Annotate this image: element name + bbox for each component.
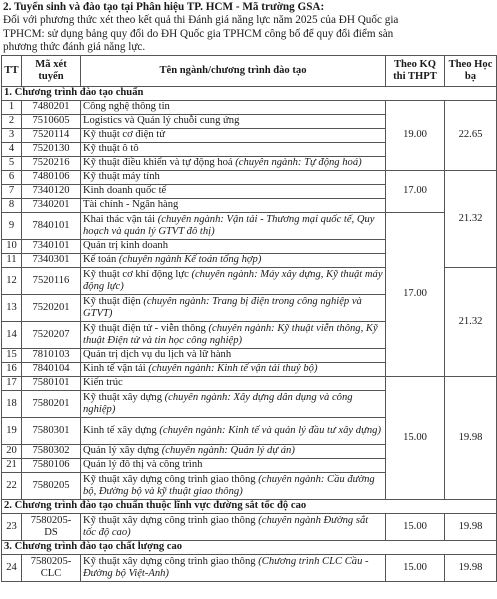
heading-line-2: TPHCM: sử dụng bảng quy đổi do ĐH Quốc gia TPHCM công bố để quy đổi điểm sàn [3, 27, 394, 40]
program-name: Kỹ thuật điều khiển và tự động hoá [83, 157, 236, 169]
section-title: 3. Chương trình đào tạo chất lượng cao [2, 541, 497, 555]
program-name: Kỹ thuật máy tính [83, 171, 160, 183]
row-name [81, 445, 386, 459]
row-name [81, 295, 386, 322]
table-row [2, 555, 497, 582]
program-name: Kỹ thuật ô tô [83, 143, 139, 155]
program-name: Quản lý xây dựng [83, 445, 162, 457]
row-tt: 15 [2, 349, 22, 363]
program-note: (chuyên ngành: Kỹ thuật viễn thông, Kỹ thuật Điện tử và tin học công nghiệp) [83, 322, 378, 346]
heading-line-3: phương thức đánh giá năng lực. [3, 41, 146, 54]
program-name: Khai thác vận tải [83, 213, 158, 225]
table-row [2, 101, 497, 115]
row-tt: 16 [2, 363, 22, 377]
col-thpt: Theo KQ thi THPT [386, 56, 445, 87]
heading-title: 2. Tuyển sinh và đào tạo tại Phân hiệu TP. HCM - Mã trường GSA: [3, 1, 325, 13]
score-hocba: 22.65 [445, 101, 497, 171]
row-code: 7520207 [22, 322, 81, 349]
program-name: Kỹ thuật xây dựng công trình giao thông [83, 473, 259, 485]
row-name [81, 213, 386, 240]
score-thpt: 17.00 [386, 171, 445, 213]
row-tt: 10 [2, 240, 22, 254]
row-tt: 11 [2, 254, 22, 268]
program-name: Kinh doanh quốc tế [83, 185, 167, 197]
program-name: Kỹ thuật điện tử - viễn thông [83, 322, 209, 334]
row-tt: 17 [2, 377, 22, 391]
score-hocba: 21.32 [445, 268, 497, 377]
row-code: 7580205-CLC [22, 555, 81, 582]
row-tt: 2 [2, 115, 22, 129]
heading-line-1: Đối với phương thức xét theo kết quả thi Đánh giá năng lực năm 2025 của ĐH Quốc gia [3, 14, 399, 27]
row-tt: 21 [2, 459, 22, 473]
row-code: 7580301 [22, 418, 81, 445]
program-name: Kinh tế vận tải [83, 363, 149, 375]
section-title: 1. Chương trình đào tạo chuẩn [2, 87, 497, 101]
score-hocba: 19.98 [445, 514, 497, 541]
row-tt: 5 [2, 157, 22, 171]
score-hocba: 19.98 [445, 377, 497, 500]
row-name [81, 129, 386, 143]
col-tt: TT [2, 56, 22, 87]
row-code: 7340201 [22, 199, 81, 213]
col-code: Mã xét tuyển [22, 56, 81, 87]
program-note: (chuyên ngành: Cầu đường bộ, Đường bộ và kỹ thuật giao thông) [83, 473, 375, 497]
program-name: Kỹ thuật xây dựng [83, 391, 165, 403]
col-hocba: Theo Học bạ [445, 56, 497, 87]
row-code: 7340101 [22, 240, 81, 254]
row-name [81, 391, 386, 418]
program-name: Kế toán [83, 254, 119, 266]
row-tt: 19 [2, 418, 22, 445]
row-tt: 7 [2, 185, 22, 199]
row-name [81, 514, 386, 541]
section-row [2, 500, 497, 514]
row-name [81, 349, 386, 363]
score-thpt: 15.00 [386, 377, 445, 500]
row-name [81, 268, 386, 295]
row-code: 7520116 [22, 268, 81, 295]
row-name [81, 254, 386, 268]
program-name: Kỹ thuật xây dựng công trình giao thông [83, 514, 259, 526]
row-name [81, 363, 386, 377]
row-tt: 13 [2, 295, 22, 322]
program-note: (chuyên ngành: Quản lý dự án) [161, 445, 295, 457]
row-tt: 20 [2, 445, 22, 459]
row-code: 7580205-DS [22, 514, 81, 541]
program-name: Công nghệ thông tin [83, 101, 170, 113]
program-name: Tài chính - Ngân hàng [83, 199, 179, 211]
row-name [81, 322, 386, 349]
program-name: Kỹ thuật xây dựng công trình giao thông [83, 555, 259, 567]
program-note: (chuyên ngành: Vận tải - Thương mại quốc tế, Quy hoạch và quản lý GTVT đô thị) [83, 213, 375, 237]
program-note: (chuyên ngành Đường sắt tốc độ cao) [83, 514, 369, 538]
row-tt: 1 [2, 101, 22, 115]
row-code: 7520130 [22, 143, 81, 157]
row-tt: 3 [2, 129, 22, 143]
row-code: 7580205 [22, 473, 81, 500]
row-tt: 18 [2, 391, 22, 418]
program-name: Kinh tế xây dựng [83, 424, 160, 436]
row-code: 7520114 [22, 129, 81, 143]
row-name [81, 171, 386, 185]
row-code: 7580201 [22, 391, 81, 418]
program-note: (chuyên ngành: Máy xây dựng, Kỹ thuật máy động lực) [83, 268, 383, 292]
row-code: 7580106 [22, 459, 81, 473]
row-code: 7810103 [22, 349, 81, 363]
row-code: 7480201 [22, 101, 81, 115]
program-note: (Chương trình CLC Cầu - Đường bộ Việt-Anh) [83, 555, 369, 579]
program-name: Logistics và Quản lý chuỗi cung ứng [83, 115, 240, 127]
row-name [81, 473, 386, 500]
row-code: 7520216 [22, 157, 81, 171]
row-name [81, 555, 386, 582]
table-row [2, 213, 497, 240]
score-thpt: 15.00 [386, 555, 445, 582]
program-name: Kiến trúc [83, 377, 123, 389]
section-heading [3, 1, 493, 55]
row-tt: 12 [2, 268, 22, 295]
score-thpt: 19.00 [386, 101, 445, 171]
row-code: 7580101 [22, 377, 81, 391]
program-name: Kỹ thuật cơ khí động lực [83, 268, 192, 280]
row-code: 7480106 [22, 171, 81, 185]
row-tt: 14 [2, 322, 22, 349]
table-row [2, 171, 497, 185]
program-note: (chuyên ngành: Trang bị điện trong công nghiệp và GTVT) [83, 295, 362, 319]
row-name [81, 115, 386, 129]
row-name [81, 240, 386, 254]
row-name [81, 143, 386, 157]
col-name: Tên ngành/chương trình đào tạo [81, 56, 386, 87]
row-tt: 6 [2, 171, 22, 185]
admission-table [1, 55, 497, 582]
row-name [81, 459, 386, 473]
program-note: (chuyên ngành Kế toán tổng hợp) [118, 254, 262, 266]
program-name: Kỹ thuật điện [83, 295, 144, 307]
row-tt: 9 [2, 213, 22, 240]
section-title: 2. Chương trình đào tạo chuẩn thuộc lĩnh vực đường sắt tốc độ cao [2, 500, 497, 514]
section-row [2, 541, 497, 555]
program-name: Quản trị kinh doanh [83, 240, 169, 252]
score-thpt: 15.00 [386, 514, 445, 541]
row-code: 7340120 [22, 185, 81, 199]
row-name [81, 101, 386, 115]
row-tt: 22 [2, 473, 22, 500]
row-code: 7840104 [22, 363, 81, 377]
row-code: 7340301 [22, 254, 81, 268]
score-hocba: 21.32 [445, 171, 497, 268]
program-note: (chuyên ngành: Xây dựng dân dụng và công nghiệp) [83, 391, 353, 415]
program-note: (chuyên ngành: Kinh tế và quản lý đầu tư xây dựng) [159, 424, 381, 436]
row-name [81, 377, 386, 391]
score-thpt: 17.00 [386, 213, 445, 377]
row-code: 7580302 [22, 445, 81, 459]
row-code: 7520201 [22, 295, 81, 322]
row-tt: 24 [2, 555, 22, 582]
row-tt: 23 [2, 514, 22, 541]
table-row [2, 377, 497, 391]
table-row [2, 514, 497, 541]
program-name: Kỹ thuật cơ điện tử [83, 129, 165, 141]
row-name [81, 418, 386, 445]
table-header [2, 56, 497, 87]
row-code: 7510605 [22, 115, 81, 129]
row-name [81, 199, 386, 213]
program-name: Quản trị dịch vụ du lịch và lữ hành [83, 349, 232, 361]
row-tt: 8 [2, 199, 22, 213]
program-note: (chuyên ngành: Tự động hoá) [235, 157, 362, 169]
score-hocba: 19.98 [445, 555, 497, 582]
program-name: Quản lý đô thị và công trình [83, 459, 203, 471]
row-name [81, 157, 386, 171]
row-code: 7840101 [22, 213, 81, 240]
program-note: (chuyên ngành: Kinh tế vận tải thuỷ bộ) [148, 363, 318, 375]
section-row [2, 87, 497, 101]
row-name [81, 185, 386, 199]
row-tt: 4 [2, 143, 22, 157]
